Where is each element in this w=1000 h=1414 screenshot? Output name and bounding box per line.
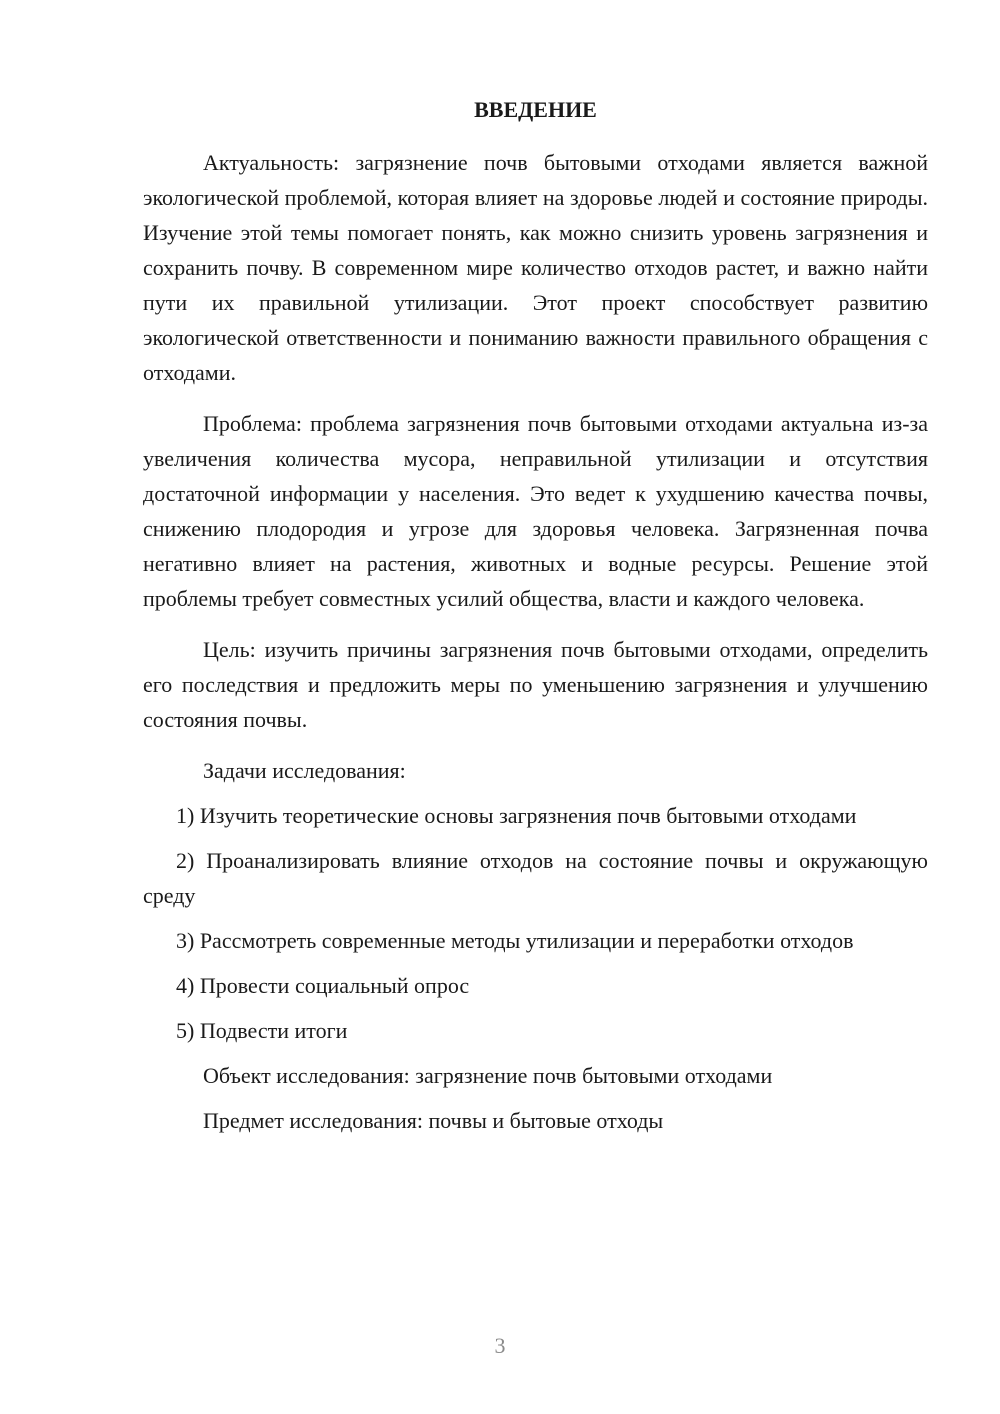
tasks-title: Задачи исследования: bbox=[203, 758, 406, 783]
relevance-paragraph: Актуальность: загрязнение почв бытовыми отходами является важной экологической проблемой, которая влияет на здоровье людей и состояние природы. Изучение этой темы помогает понять, как можно снизить уровень загрязнения и сохранить почву. В современном мире количество отходов растет, и важно найти пути их правильной утилизации. Этот проект способствует развитию экологической ответственности и пониманию важности правильного обращения с отходами. bbox=[143, 150, 928, 385]
goal-paragraph: Цель: изучить причины загрязнения почв бытовыми отходами, определить его последствия и предложить меры по уменьшению загрязнения и улучшению состояния почвы. bbox=[143, 637, 928, 732]
problem-paragraph: Проблема: проблема загрязнения почв бытовыми отходами актуальна из-за увеличения количества мусора, неправильной утилизации и отсутствия достаточной информации у населения. Это ведет к ухудшению качества почвы, снижению плодородия и угрозе для здоровья человека. Загрязненная почва негативно влияет на растения, животных и водные ресурсы. Решение этой проблемы требует совместных усилий общества, власти и каждого человека. bbox=[143, 411, 928, 611]
research-object: Объект исследования: загрязнение почв бытовыми отходами bbox=[203, 1063, 773, 1088]
task-item-3: 3) Рассмотреть современные методы утилизации и переработки отходов bbox=[176, 928, 854, 953]
page-title: ВВЕДЕНИЕ bbox=[474, 97, 597, 122]
task-item-2: 2) Проанализировать влияние отходов на состояние почвы и окружающую среду bbox=[143, 848, 928, 908]
task-item-1: 1) Изучить теоретические основы загрязнения почв бытовыми отходами bbox=[176, 803, 857, 828]
task-item-4: 4) Провести социальный опрос bbox=[176, 973, 470, 998]
task-item-5: 5) Подвести итоги bbox=[176, 1018, 348, 1043]
page-number: 3 bbox=[494, 1333, 506, 1358]
research-subject: Предмет исследования: почвы и бытовые отходы bbox=[203, 1108, 664, 1133]
document-page bbox=[143, 95, 928, 1148]
